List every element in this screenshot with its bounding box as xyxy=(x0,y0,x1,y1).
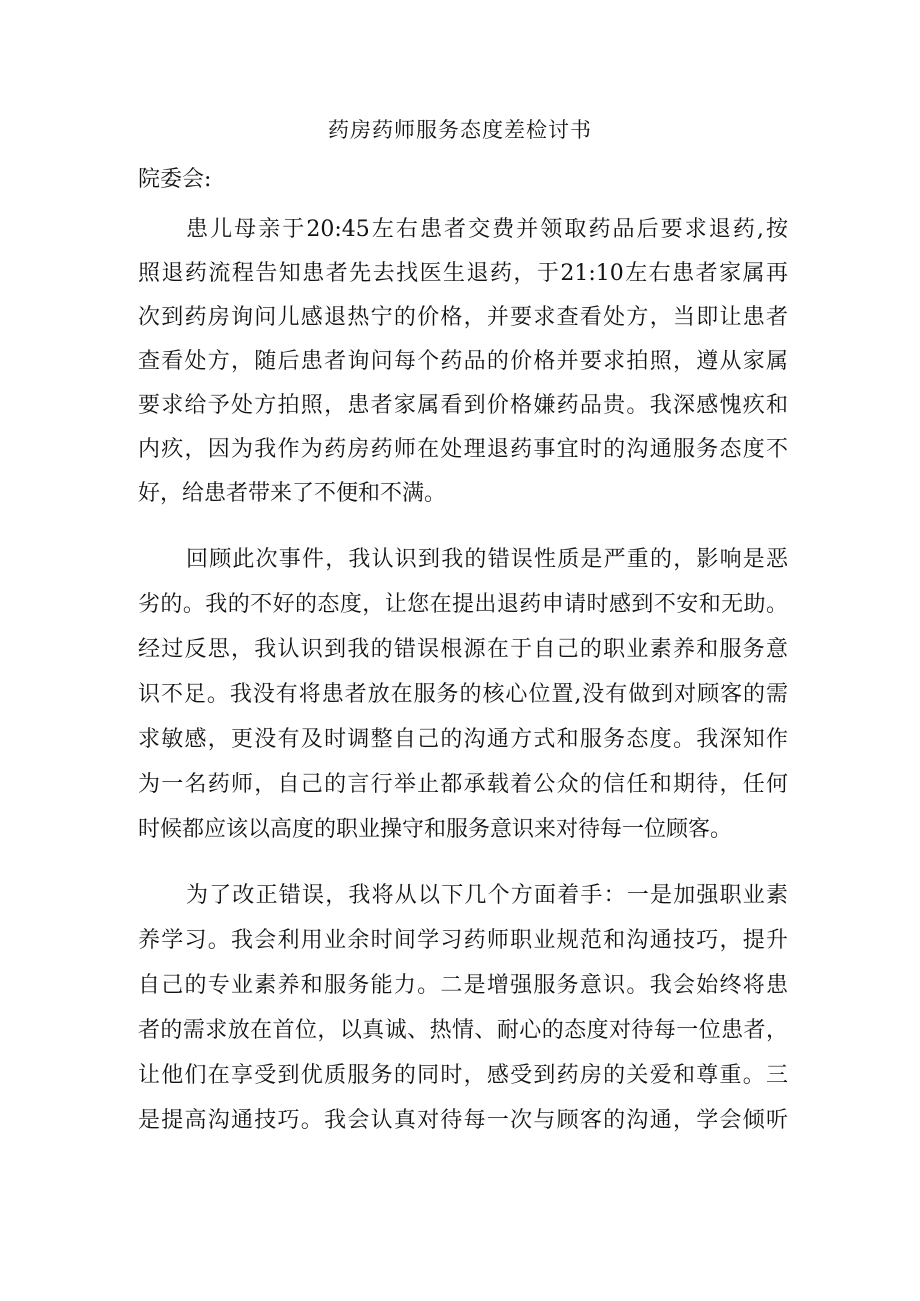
salutation: 院委会: xyxy=(138,167,212,192)
document-title: 药房药师服务态度差检讨书 xyxy=(328,118,592,142)
paragraph-1-line-6: 内疚，因为我作为药房药师在处理退药事宜时的沟通服务态度不 xyxy=(138,437,788,462)
paragraph-1-line-1: 患儿母亲于20:45左右患者交费并领取药品后要求退药,按 xyxy=(186,217,788,242)
paragraph-2-line-5: 求敏感，更没有及时调整自己的沟通方式和服务态度。我深知作 xyxy=(138,727,788,752)
paragraph-2-line-2: 劣的。我的不好的态度，让您在提出退药申请时感到不安和无助。 xyxy=(138,592,788,617)
paragraph-2-line-6: 为一名药师，自己的言行举止都承载着公众的信任和期待，任何 xyxy=(138,772,788,797)
paragraph-2-line-1: 回顾此次事件，我认识到我的错误性质是严重的，影响是恶 xyxy=(186,547,788,572)
paragraph-2-line-4: 识不足。我没有将患者放在服务的核心位置,没有做到对顾客的需 xyxy=(138,682,788,707)
paragraph-1-line-4: 查看处方，随后患者询问每个药品的价格并要求拍照，遵从家属 xyxy=(138,349,788,374)
paragraph-1-line-3: 次到药房询问儿感退热宁的价格，并要求查看处方，当即让患者 xyxy=(138,305,788,330)
paragraph-2-line-3: 经过反思，我认识到我的错误根源在于自己的职业素养和服务意 xyxy=(138,637,788,662)
paragraph-1-line-2: 照退药流程告知患者先去找医生退药，于21:10左右患者家属再 xyxy=(138,261,788,286)
paragraph-2-line-7: 时候都应该以高度的职业操守和服务意识来对待每一位顾客。 xyxy=(138,817,733,842)
paragraph-3-line-4: 者的需求放在首位，以真诚、热情、耐心的态度对待每一位患者， xyxy=(138,1018,788,1043)
paragraph-3-line-3: 自己的专业素养和服务能力。二是增强服务意识。我会始终将患 xyxy=(138,973,788,998)
paragraph-3-line-6: 是提高沟通技巧。我会认真对待每一次与顾客的沟通，学会倾听 xyxy=(138,1108,788,1133)
paragraph-1-line-7: 好，给患者带来了不便和不满。 xyxy=(138,481,447,506)
paragraph-3-line-1: 为了改正错误，我将从以下几个方面着手：一是加强职业素 xyxy=(186,883,788,908)
paragraph-3-line-2: 养学习。我会利用业余时间学习药师职业规范和沟通技巧，提升 xyxy=(138,928,788,953)
paragraph-1-line-5: 要求给予处方拍照，患者家属看到价格嫌药品贵。我深感愧疚和 xyxy=(138,393,788,418)
paragraph-3-line-5: 让他们在享受到优质服务的同时，感受到药房的关爱和尊重。三 xyxy=(138,1063,788,1088)
